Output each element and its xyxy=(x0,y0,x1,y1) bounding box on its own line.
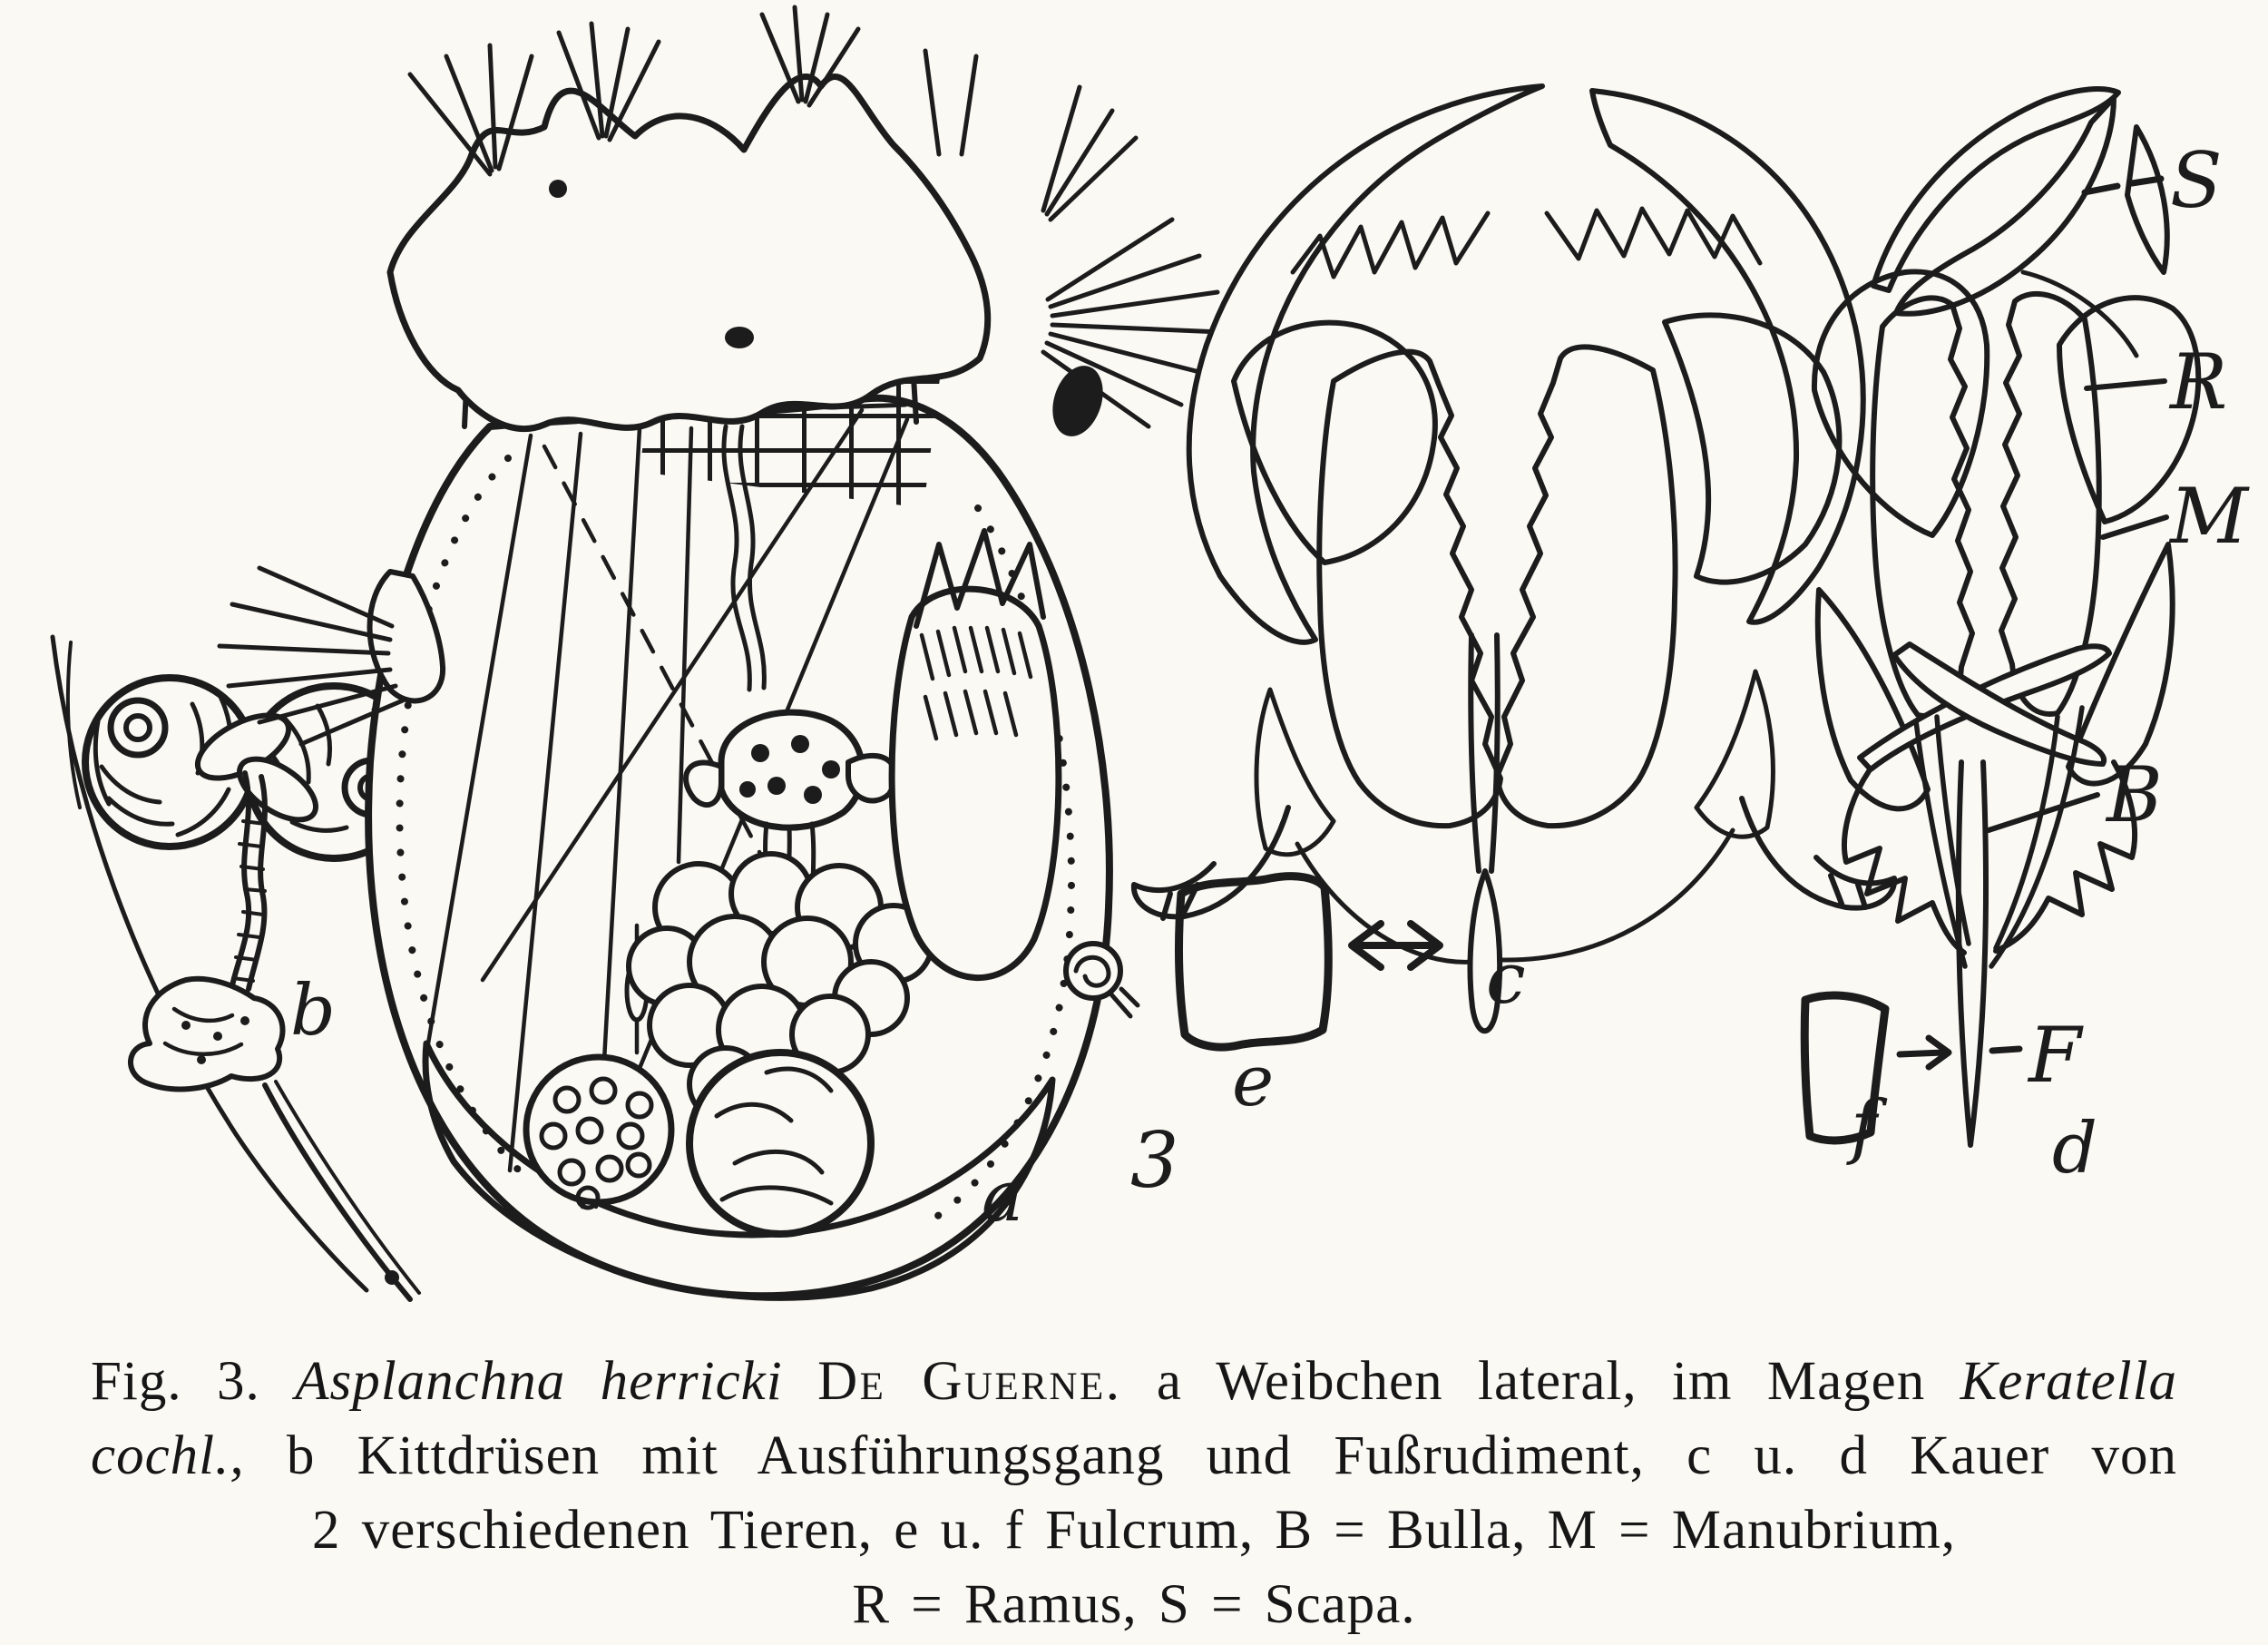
f-to-d-arrow xyxy=(1900,1038,1949,1067)
caption-line2-text: b Kittdrüsen mit Ausführungsgang und Fußrudiment, c u. d Kauer von xyxy=(286,1425,2177,1486)
panel-d-kauer-drawing xyxy=(1814,89,2198,1145)
caption-line3-text: 2 verschiedenen Tieren, e u. f Fulcrum, B = Bulla, M = Manubrium, xyxy=(311,1500,1957,1561)
caption-line1-text: a Weibchen lateral, im Magen xyxy=(1156,1351,1926,1412)
caption-authority: De Guerne. xyxy=(817,1351,1122,1412)
figure-caption xyxy=(91,1345,2177,1642)
panel-e-fulcrum-drawing xyxy=(1178,876,1328,1047)
plate-number: 3 xyxy=(1130,1116,1179,1205)
panel-a-female-drawing xyxy=(220,7,1221,1297)
manubrium-label: M xyxy=(2170,472,2249,561)
panel-b-kittdruesen-drawing xyxy=(53,637,420,1299)
panel-c-kauer-drawing xyxy=(1134,86,1894,1031)
fulcrum-label: F xyxy=(2028,1011,2082,1100)
caption-prey-species-cont: cochl., xyxy=(91,1425,245,1486)
panel-e-label: e xyxy=(1232,1041,1275,1122)
panel-a-label: a xyxy=(982,1156,1024,1238)
caption-line-1 xyxy=(91,1345,2177,1419)
ramus-label: R xyxy=(2170,338,2228,426)
panel-f-label: f xyxy=(1851,1086,1877,1168)
leader-line-fulcrum xyxy=(1992,1049,2019,1051)
caption-fig-label: Fig. 3. xyxy=(91,1351,260,1412)
caption-species-name: Asplanchna herricki xyxy=(295,1351,783,1412)
panel-b-label: b xyxy=(290,970,336,1052)
caption-line-4 xyxy=(91,1568,2177,1642)
panel-d-label: d xyxy=(2052,1108,2097,1190)
caption-line-3 xyxy=(91,1493,2177,1568)
panel-c-label: c xyxy=(1486,938,1526,1020)
caption-line-2 xyxy=(91,1419,2177,1493)
bulla-label: B xyxy=(2107,750,2163,839)
e-to-c-double-arrow xyxy=(1352,924,1440,967)
caption-prey-genus: Keratella xyxy=(1960,1351,2178,1412)
scapa-label: S xyxy=(2170,136,2223,225)
leader-line-ramus xyxy=(2087,381,2165,388)
caption-line4-text: R = Ramus, S = Scapa. xyxy=(852,1574,1416,1635)
